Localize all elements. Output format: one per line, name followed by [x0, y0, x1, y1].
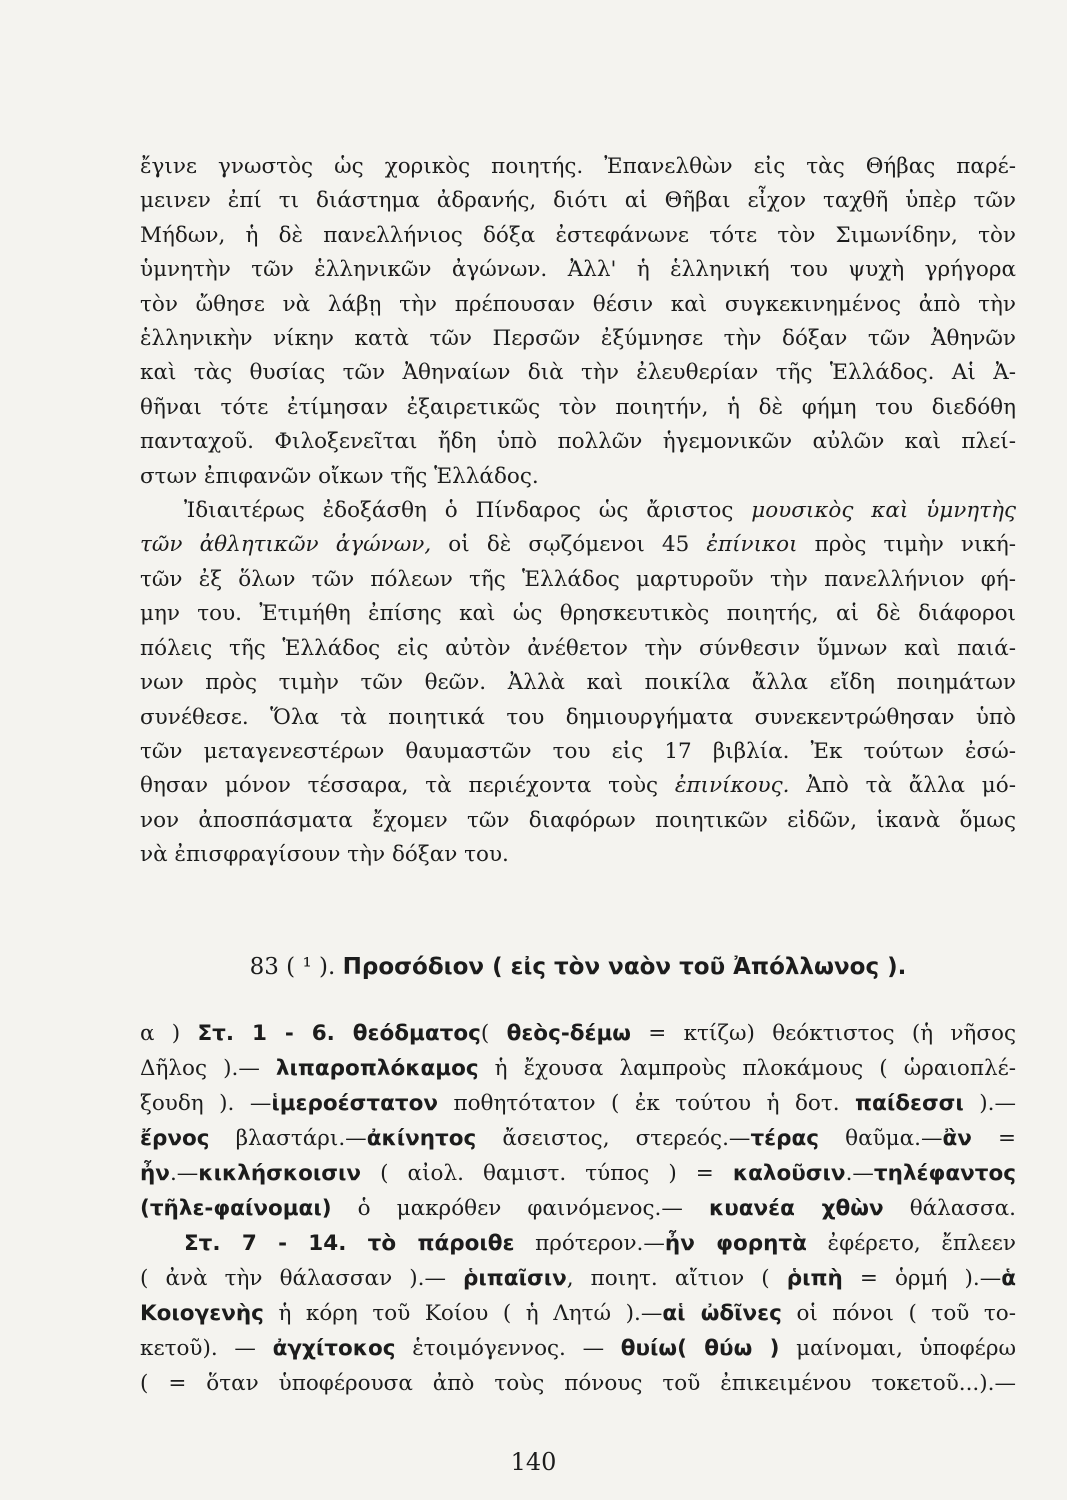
text-run: α )	[140, 1021, 198, 1046]
text-line: θῆναι τότε ἐτίμησαν ἐξαιρετικῶς τὸν ποιητήν, ἡ δὲ φήμη του διεδόθη	[140, 394, 1016, 420]
lemma: ῥιπὴ	[786, 1266, 843, 1291]
commentary-line	[140, 1366, 1016, 1401]
lemma: Κοιογενὴς	[140, 1301, 264, 1326]
text-line: συνέθεσε. Ὅλα τὰ ποιητικά του δημιουργήματα συνεκεντρώθησαν ὑπὸ	[140, 704, 1016, 730]
text-run: κετοῦ). —	[140, 1336, 273, 1361]
text-run: οἱ πόνοι ( τοῦ το-	[781, 1301, 1016, 1326]
commentary-line	[140, 1121, 1016, 1156]
lemma: αἱ ὠδῖνες	[662, 1301, 782, 1326]
italic-run: μουσικὸς καὶ ὑμνητὴς	[751, 498, 1016, 524]
page-body	[140, 150, 1016, 1396]
lemma: λιπαροπλόκαμος	[275, 1056, 479, 1081]
text-run: ἡ ἔχουσα λαμπροὺς πλοκάμους ( ὡραιοπλέ-	[478, 1056, 1016, 1081]
text-line: μεινεν ἐπί τι διάστημα ἀδρανής, διότι αἱ Θῆβαι εἶχον ταχθῆ ὑπὲρ τῶν	[140, 188, 1016, 214]
paragraph-1	[140, 150, 1016, 494]
text-line: τὸν ὤθησε νὰ λάβῃ τὴν πρέπουσαν θέσιν καὶ συγκεκινημένος ἀπὸ τὴν	[140, 291, 1016, 317]
text-run: .—	[169, 1161, 199, 1186]
commentary	[140, 1016, 1016, 1401]
text-run: , ποιητ. αἴτιον (	[566, 1266, 787, 1291]
text-line	[140, 494, 1016, 528]
text-line: νὰ ἐπισφραγίσουν τὴν δόξαν του.	[140, 842, 509, 868]
text-run: ἑτοιμόγεννος. —	[395, 1336, 621, 1361]
text-run: Ἀπὸ τὰ ἄλλα μό-	[789, 773, 1016, 799]
text-line: καὶ τὰς θυσίας τῶν Ἀθηναίων διὰ τὴν ἐλευθερίαν τῆς Ἑλλάδος. Αἱ Ἀ-	[140, 360, 1016, 386]
text-line: νον ἀποσπάσματα ἔχομεν τῶν διαφόρων ποιητικῶν εἰδῶν, ἱκανὰ ὅμως	[140, 807, 1016, 833]
paragraph-2	[140, 494, 1016, 872]
italic-run: ἐπινίκους.	[674, 773, 790, 799]
commentary-line	[140, 1051, 1016, 1086]
lemma: ῥιπαῖσιν	[463, 1266, 567, 1291]
text-run: ( αἰολ. θαμιστ. τύπος ) =	[361, 1161, 733, 1186]
lemma: θεὸς-δέμω	[506, 1021, 631, 1046]
commentary-line	[140, 1191, 1016, 1226]
text-run: θάλασσα.	[883, 1196, 1016, 1221]
text-line: μην του. Ἐτιμήθη ἐπίσης καὶ ὡς θρησκευτικὸς ποιητής, αἱ δὲ διάφοροι	[140, 601, 1016, 627]
text-run: ἐφέρετο, ἔπλεεν	[806, 1231, 1016, 1256]
lemma: ἔρνος	[140, 1126, 210, 1151]
lemma: ἁ	[1001, 1266, 1016, 1291]
text-run: βλαστάρι.—	[209, 1126, 367, 1151]
text-run: = κτίζω) θεόκτιστος (ἡ νῆσος	[631, 1021, 1016, 1046]
commentary-line	[140, 1156, 1016, 1191]
text-run: ( ἀνὰ τὴν θάλασσαν ).—	[140, 1266, 464, 1291]
text-run: θαῦμα.—	[819, 1126, 943, 1151]
text-run: Δῆλος ).—	[140, 1056, 276, 1081]
italic-run: ἐπίνικοι	[706, 532, 798, 558]
lemma: τηλέφαντος	[873, 1161, 1016, 1186]
text-line: τῶν ἐξ ὅλων τῶν πόλεων τῆς Ἑλλάδος μαρτυροῦν τὴν πανελλήνιον φή-	[140, 566, 1016, 592]
commentary-line	[140, 1086, 1016, 1121]
heading-number: 83 ( ¹ ).	[249, 954, 336, 980]
lemma: (τῆλε-φαίνομαι)	[140, 1196, 332, 1221]
text-run: θησαν μόνον τέσσαρα, τὰ περιέχοντα τοὺς	[140, 773, 675, 799]
text-run: οἱ δὲ σῳζόμενοι 45	[431, 532, 707, 558]
lemma: ἀκίνητος	[366, 1126, 477, 1151]
section-heading	[140, 950, 1016, 984]
commentary-line	[140, 1296, 1016, 1331]
lemma: καλοῦσιν	[732, 1161, 846, 1186]
text-run: ).—	[963, 1091, 1016, 1116]
text-run: = ὁρμή ).—	[842, 1266, 1002, 1291]
text-run: πρότερον.—	[514, 1231, 665, 1256]
commentary-line	[140, 1226, 1016, 1261]
lemma: ἱμεροέστατον	[271, 1091, 439, 1116]
text-line: πανταχοῦ. Φιλοξενεῖται ἤδη ὑπὸ πολλῶν ἡγεμονικῶν αὐλῶν καὶ πλεί-	[140, 429, 1016, 455]
text-run: πρὸς τιμὴν νική-	[797, 532, 1016, 558]
text-run: ( = ὅταν ὑποφέρουσα ἀπὸ τοὺς πόνους τοῦ ἐπικειμένου τοκετοῦ...).—	[140, 1371, 1016, 1396]
text-line	[140, 769, 1016, 803]
lemma: κυανέα χθὼν	[708, 1196, 884, 1221]
lemma: ἂν	[942, 1126, 972, 1151]
text-line: νων πρὸς τιμὴν τῶν θεῶν. Ἀλλὰ καὶ ποικίλα ἄλλα εἴδη ποιημάτων	[140, 670, 1016, 696]
text-line	[140, 528, 1016, 562]
lemma: Στ. 1 - 6. θεόδματος	[197, 1021, 481, 1046]
commentary-line	[140, 1331, 1016, 1366]
heading-title: Προσόδιον ( εἰς τὸν ναὸν τοῦ Ἀπόλλωνος ).	[342, 954, 907, 980]
text-run: ἡ κόρη τοῦ Κοίου ( ἡ Λητώ ).—	[263, 1301, 663, 1326]
text-run: Ἰδιαιτέρως ἐδοξάσθη ὁ Πίνδαρος ὡς ἄριστος	[184, 498, 752, 524]
lemma: τέρας	[750, 1126, 820, 1151]
italic-run: τῶν ἀθλητικῶν ἀγώνων,	[140, 532, 432, 558]
text-line: ἔγινε γνωστὸς ὡς χορικὸς ποιητής. Ἐπανελθὼν εἰς τὰς Θήβας παρέ-	[140, 154, 1016, 179]
lemma: κικλήσκοισιν	[198, 1161, 362, 1186]
text-line: ἑλληνικὴν νίκην κατὰ τῶν Περσῶν ἐξύμνησε τὴν δόξαν τῶν Ἀθηνῶν	[140, 326, 1016, 352]
lemma: ἦν φορητὰ	[664, 1231, 807, 1256]
text-run: ἄσειστος, στερεός.—	[476, 1126, 751, 1151]
text-run: ποθητότατον ( ἐκ τούτου ἡ δοτ.	[438, 1091, 856, 1116]
text-run: μαίνομαι, ὑποφέρω	[779, 1336, 1016, 1361]
text-run: .—	[845, 1161, 874, 1186]
commentary-line	[140, 1016, 1016, 1051]
page-number: 140	[510, 1448, 557, 1476]
lemma: Στ. 7 - 14. τὸ πάροιθε	[184, 1231, 515, 1256]
text-line: Μήδων, ἡ δὲ πανελλήνιος δόξα ἐστεφάνωνε τότε τὸν Σιμωνίδην, τὸν	[140, 222, 1016, 248]
text-run: ὁ μακρόθεν φαινόμενος.—	[331, 1196, 709, 1221]
lemma: παίδεσσι	[855, 1091, 964, 1116]
text-line: πόλεις τῆς Ἑλλάδος εἰς αὐτὸν ἀνέθετον τὴν σύνθεσιν ὕμνων καὶ παιά-	[140, 635, 1016, 661]
text-line: στων ἐπιφανῶν οἴκων τῆς Ἑλλάδος.	[140, 463, 539, 489]
lemma: ἀγχίτοκος	[272, 1336, 396, 1361]
text-run: (	[480, 1021, 507, 1046]
text-run: =	[971, 1126, 1016, 1151]
text-line: ὑμνητὴν τῶν ἑλληνικῶν ἀγώνων. Ἀλλ' ἡ ἑλληνική του ψυχὴ γρήγορα	[140, 257, 1016, 283]
lemma: ἦν	[140, 1161, 170, 1186]
lemma: θυίω( θύω )	[620, 1336, 780, 1361]
text-line: τῶν μεταγενεστέρων θαυμαστῶν του εἰς 17 βιβλία. Ἐκ τούτων ἐσώ-	[140, 738, 1016, 764]
commentary-line	[140, 1261, 1016, 1296]
text-run: ξουδη ). —	[140, 1091, 272, 1116]
